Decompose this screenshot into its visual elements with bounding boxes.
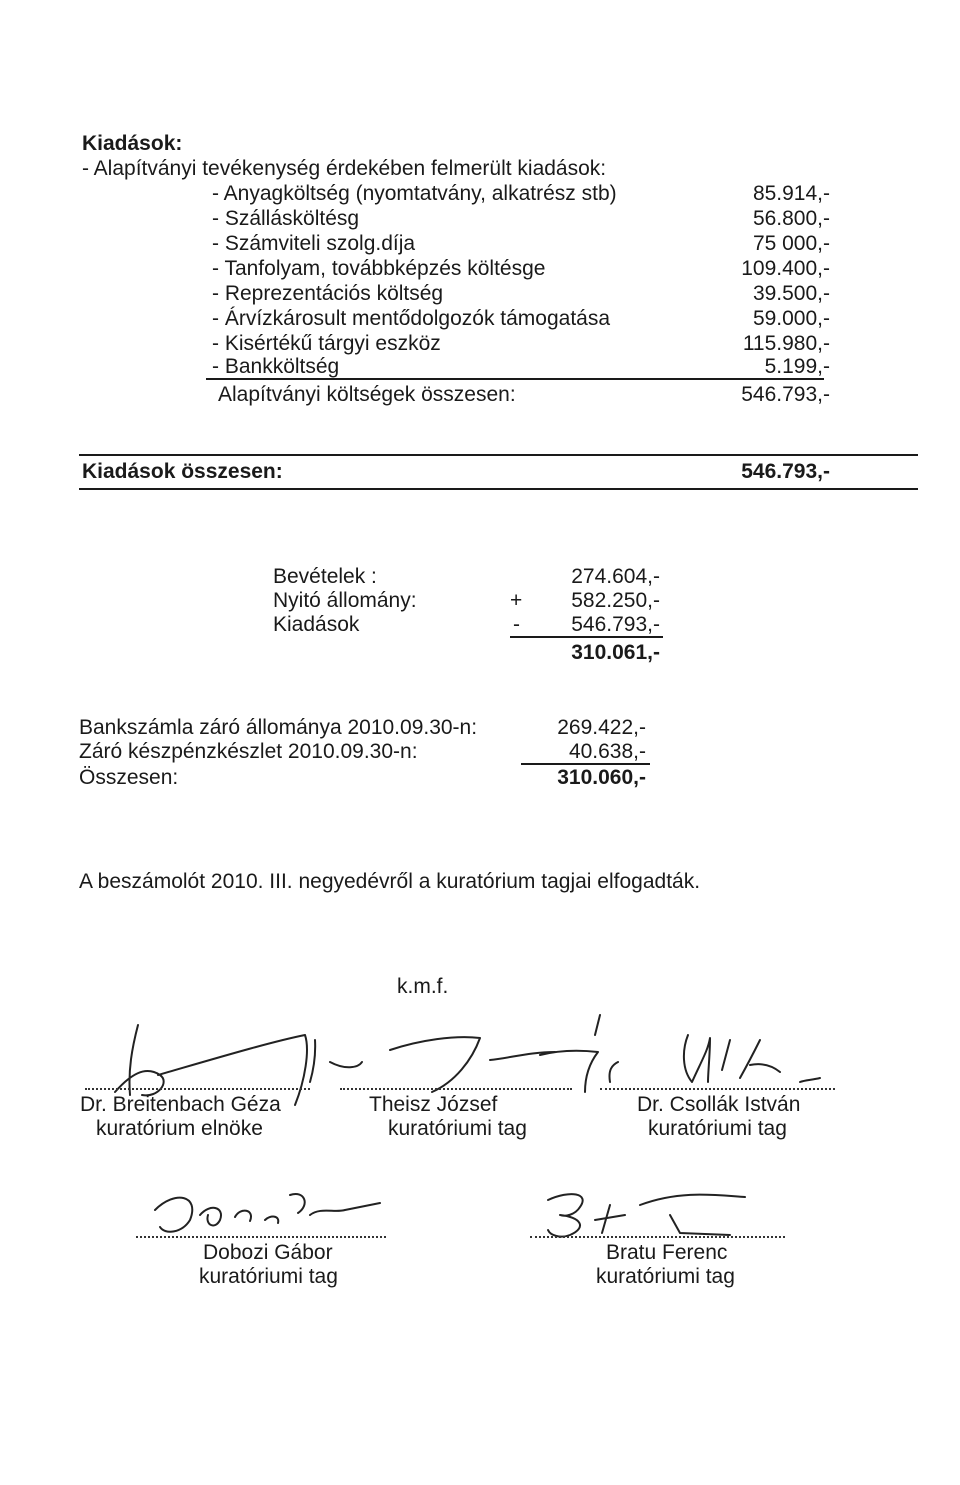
expense-label: - Szállásköltésg [212, 207, 360, 230]
signatory-name: Dr. Csollák István [637, 1093, 801, 1116]
expense-amount: 39.500,- [752, 282, 830, 305]
kmf-label: k.m.f. [397, 975, 449, 998]
balance-amount: 582.250,- [571, 589, 660, 612]
subtotal-rule [206, 378, 824, 380]
expense-label: - Árvízkárosult mentődolgozók támogatása [212, 307, 611, 330]
expense-label: - Anyagköltség (nyomtatvány, alkatrész stb) [212, 182, 617, 205]
signatory-role: kuratóriumi tag [388, 1117, 527, 1140]
closing-amount: 269.422,- [557, 716, 646, 739]
subtotal-amount: 546.793,- [741, 383, 830, 406]
approval-statement: A beszámolót 2010. III. negyedévről a kuratórium tagjai elfogadták. [79, 870, 701, 893]
expense-label: - Reprezentációs költség [212, 282, 444, 305]
balance-sign: - [513, 613, 520, 636]
closing-amount: 40.638,- [568, 740, 646, 763]
expense-amount: 56.800,- [752, 207, 830, 230]
expense-amount: 59.000,- [752, 307, 830, 330]
closing-total: 310.060,- [557, 766, 646, 789]
closing-label: Bankszámla záró állománya 2010.09.30-n: [79, 716, 478, 739]
signatory-name: Dobozi Gábor [203, 1241, 333, 1264]
signature-line [136, 1236, 386, 1238]
signatory-role: kuratóriumi tag [199, 1265, 338, 1288]
total-top-rule [79, 454, 918, 456]
total-bottom-rule [79, 488, 918, 490]
signature-csollak [590, 1010, 830, 1090]
expense-label: - Bankköltség [212, 355, 340, 378]
expense-label: - Számviteli szolg.díja [212, 232, 416, 255]
expenses-heading: Kiadások: [82, 132, 183, 155]
signatory-role: kuratórium elnöke [96, 1117, 263, 1140]
subtotal-label: Alapítványi költségek összesen: [218, 383, 516, 406]
balance-label: Bevételek : [273, 565, 377, 588]
total-amount: 546.793,- [741, 460, 830, 483]
balance-sign: + [510, 589, 523, 612]
signatory-role: kuratóriumi tag [648, 1117, 787, 1140]
signatory-name: Theisz József [369, 1093, 498, 1116]
signatory-role: kuratóriumi tag [596, 1265, 735, 1288]
expense-amount: 5.199,- [764, 355, 830, 378]
signature-line [530, 1236, 785, 1238]
balance-result: 310.061,- [571, 641, 660, 664]
signature-line [85, 1088, 310, 1090]
closing-rule [521, 763, 650, 765]
expense-amount: 115.980,- [742, 332, 830, 355]
expenses-subheading: - Alapítványi tevékenység érdekében felmerült kiadások: [82, 157, 607, 180]
balance-label: Nyitó állomány: [273, 589, 417, 612]
expense-amount: 75 000,- [752, 232, 830, 255]
signature-bratu [530, 1185, 760, 1240]
signatory-name: Bratu Ferenc [606, 1241, 728, 1264]
signature-line [600, 1088, 835, 1090]
signatory-name: Dr. Breitenbach Géza [80, 1093, 281, 1116]
balance-amount: 274.604,- [571, 565, 660, 588]
balance-rule [510, 636, 663, 638]
expense-amount: 85.914,- [752, 182, 830, 205]
balance-amount: 546.793,- [571, 613, 660, 636]
expense-label: - Kisértékű tárgyi eszköz [212, 332, 441, 355]
expense-label: - Tanfolyam, továbbképzés költésge [212, 257, 546, 280]
closing-label: Összesen: [79, 766, 179, 789]
signature-dobozi [140, 1185, 380, 1240]
closing-label: Záró készpénzkészlet 2010.09.30-n: [79, 740, 418, 763]
signature-line [340, 1088, 572, 1090]
total-label: Kiadások összesen: [82, 460, 283, 483]
expense-amount: 109.400,- [741, 257, 830, 280]
balance-label: Kiadások [273, 613, 360, 636]
